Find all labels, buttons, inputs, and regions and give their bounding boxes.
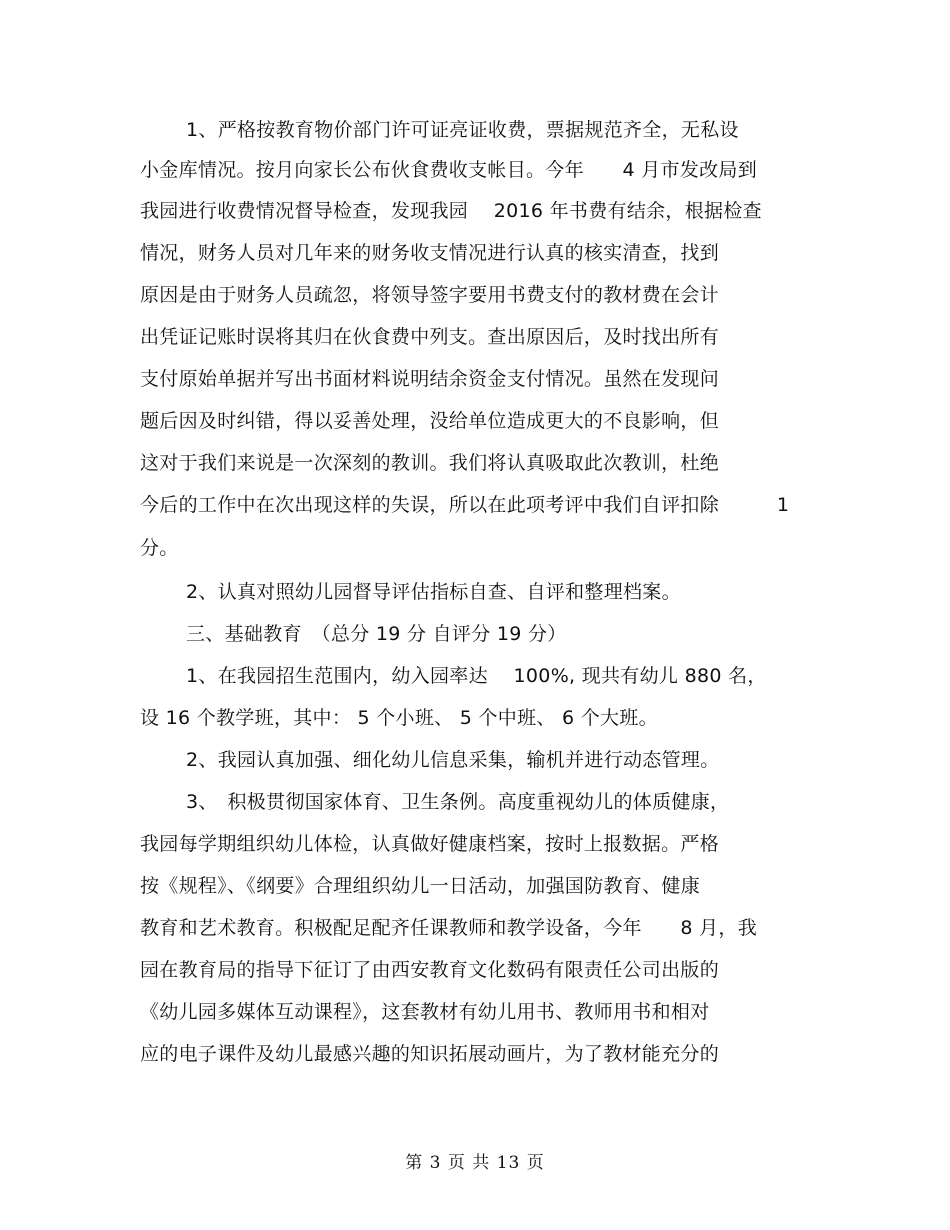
text-line: 设 16 个教学班，其中： 5 个小班、 5 个中班、 6 个大班。 — [140, 707, 658, 729]
text-line: 小金库情况。按月向家长公布伙食费收支帐目。今年 4 月市发改局到 — [140, 159, 758, 181]
text-line: 我园每学期组织幼儿体检，认真做好健康档案，按时上报数据。严格 — [140, 833, 720, 855]
text-line: 情况，财务人员对几年来的财务收支情况进行认真的核实清查，找到 — [140, 242, 720, 264]
text-line: 我园进行收费情况督导检查，发现我园 2016 年书费有结余，根据检查 — [140, 200, 762, 222]
text-line: 原因是由于财务人员疏忽，将领导签字要用书费支付的教材费在会计 — [140, 284, 720, 306]
page-number-footer: 第 3 页 共 13 页 — [405, 1153, 545, 1173]
section-heading: 三、基础教育 （总分 19 分 自评分 19 分） — [186, 623, 567, 645]
text-line: 题后因及时纠错，得以妥善处理，没给单位造成更大的不良影响，但 — [140, 410, 720, 432]
text-line: 3、 积极贯彻国家体育、卫生条例。高度重视幼儿的体质健康， — [186, 791, 730, 813]
text-line: 应的电子课件及幼儿最感兴趣的知识拓展动画片，为了教材能充分的 — [140, 1043, 720, 1065]
text-line: 1、在我园招生范围内，幼入园率达 100%, 现共有幼儿 880 名， — [186, 665, 767, 687]
text-line: 1、严格按教育物价部门许可证亮证收费，票据规范齐全，无私设 — [186, 119, 739, 141]
text-line: 出凭证记账时误将其归在伙食费中列支。查出原因后，及时找出所有 — [140, 326, 720, 348]
text-line: 今后的工作中在次出现这样的失误，所以在此项考评中我们自评扣除 1 — [140, 494, 790, 516]
text-line: 教育和艺术教育。积极配足配齐任课教师和教学设备，今年 8 月，我 — [140, 917, 758, 939]
text-line: 支付原始单据并写出书面材料说明结余资金支付情况。虽然在发现问 — [140, 368, 720, 390]
text-line: 园在教育局的指导下征订了由西安教育文化数码有限责任公司出版的 — [140, 959, 720, 981]
text-line: 2、认真对照幼儿园督导评估指标自查、自评和整理档案。 — [186, 581, 681, 603]
text-line: 《幼儿园多媒体互动课程》，这套教材有幼儿用书、教师用书和相对 — [140, 1001, 710, 1023]
text-line: 按《规程》、《纲要》合理组织幼儿一日活动，加强国防教育、健康 — [140, 875, 701, 897]
text-line: 2、我园认真加强、细化幼儿信息采集，输机并进行动态管理。 — [186, 749, 720, 771]
text-line: 这对于我们来说是一次深刻的教训。我们将认真吸取此次教训，杜绝 — [140, 452, 720, 474]
text-line: 分。 — [140, 537, 179, 559]
